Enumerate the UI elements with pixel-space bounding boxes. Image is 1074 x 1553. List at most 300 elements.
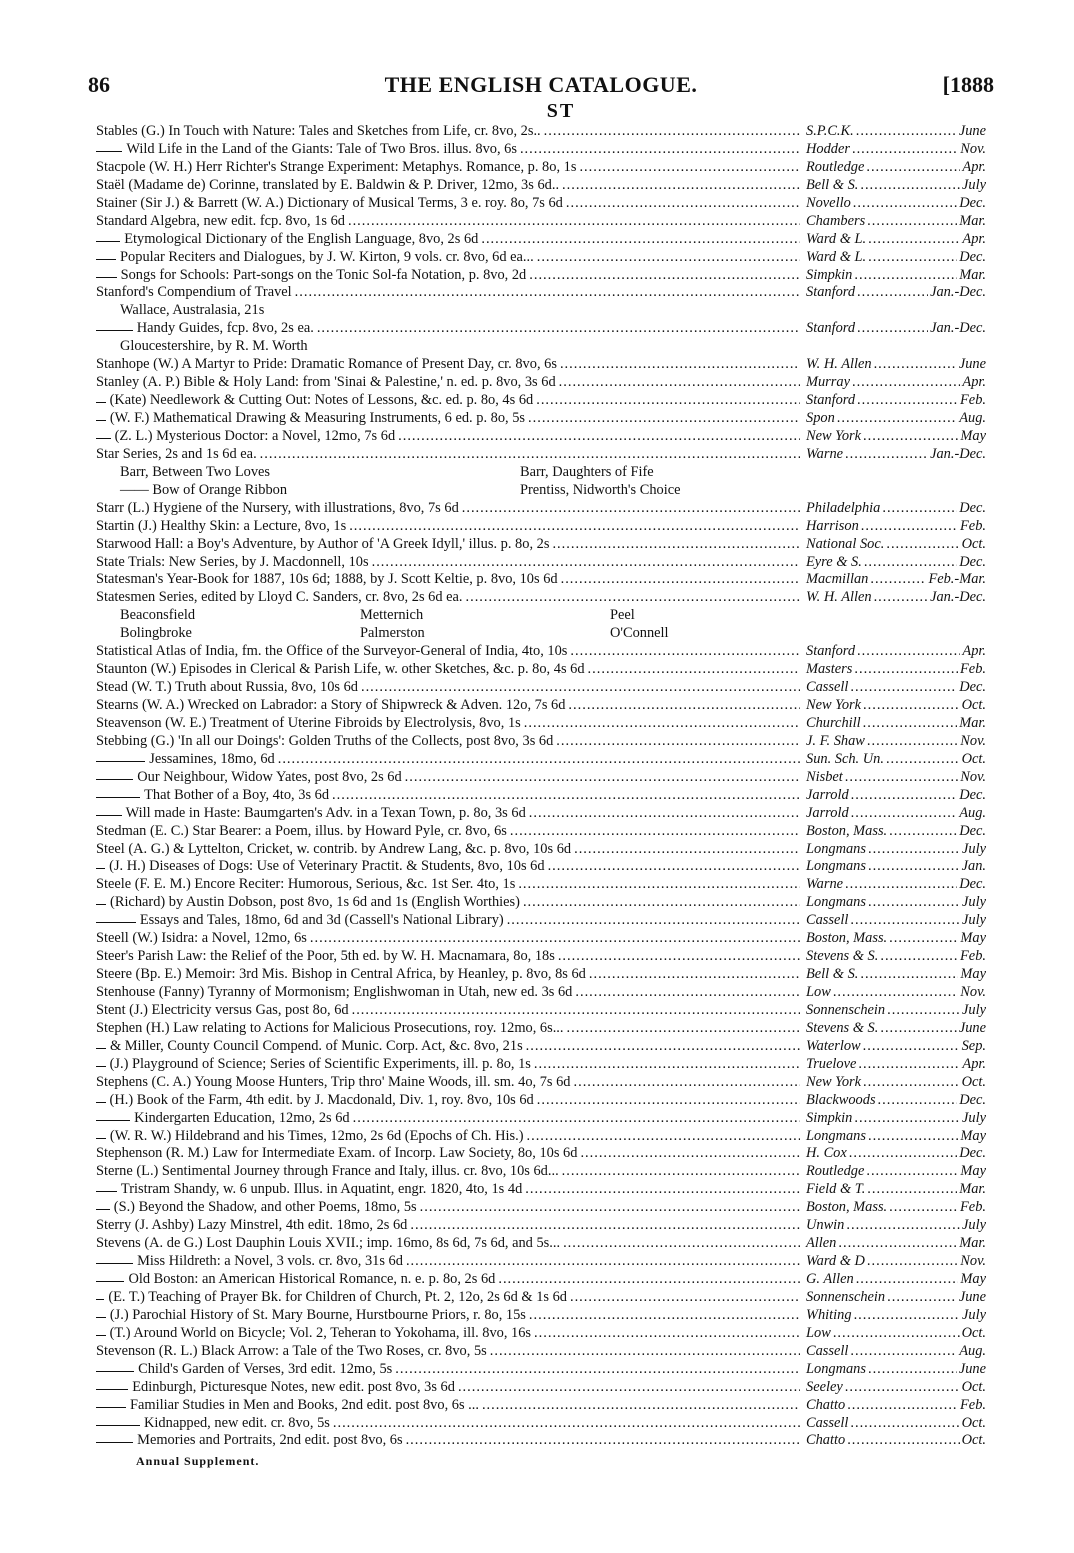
dot-leader [863, 1038, 960, 1056]
entry-title-cell [96, 536, 800, 554]
entry-title-cell [96, 374, 800, 392]
dot-leader [574, 841, 800, 859]
publication-month: Nov. [960, 732, 986, 749]
dot-leader [562, 177, 800, 195]
publisher-name: Longmans [806, 894, 866, 911]
entry-title: Startin (J.) Healthy Skin: a Lecture, 8vo, 1s [96, 517, 347, 534]
dot-leader [874, 589, 929, 607]
entry-title: (J.) Playground of Science; Series of Scientific Experiments, ill. p. 8o, 1s [109, 1055, 531, 1072]
entry-title: Steele (F. E. M.) Encore Reciter: Humorous, Serious, &c. 1st Ser. 4to, 1s [96, 876, 516, 893]
dot-leader [889, 823, 957, 841]
publisher-cell [800, 1002, 986, 1020]
publication-month: Oct. [961, 535, 986, 552]
dot-leader [490, 1343, 800, 1361]
publication-month: Oct. [961, 1324, 986, 1341]
entry-title-cell [96, 966, 800, 984]
ditto-rule [96, 330, 133, 331]
entry-title: Stedman (E. C.) Star Bearer: a Poem, illus. by Howard Pyle, cr. 8vo, 6s [96, 822, 507, 839]
catalogue-entry [96, 589, 986, 607]
publisher-name: Hodder [806, 140, 850, 157]
ditto-rule [96, 779, 133, 780]
publisher-name: Truelove [806, 1055, 857, 1072]
publication-month: May [960, 1271, 986, 1287]
entry-title-cell [96, 1271, 800, 1289]
publisher-name: Low [806, 1324, 831, 1341]
entry-title: Stearns (W. A.) Wrecked on Labrador: a Story of Shipwreck & Adven. 12o, 7s 6d [96, 697, 566, 713]
entry-title-cell [96, 1002, 800, 1020]
catalogue-entry [96, 1361, 986, 1379]
entry-title: Standard Algebra, new edit. fcp. 8vo, 1s 6d [96, 212, 345, 229]
dot-leader [482, 1397, 800, 1415]
publisher-name: Chambers [806, 212, 866, 229]
entry-title: & Miller, County Council Compend. of Munic. Corp. Act, &c. 8vo, 21s [109, 1037, 523, 1054]
ditto-rule [96, 922, 136, 923]
dot-leader [867, 1181, 957, 1199]
publisher-name: Ward & L. [806, 248, 867, 265]
publication-month: Nov. [960, 1253, 986, 1270]
publisher-name: Churchill [806, 714, 861, 731]
dot-leader [868, 858, 960, 876]
catalogue-entry [96, 195, 986, 213]
publication-month: Jan.-Dec. [930, 320, 986, 337]
entry-title-cell [96, 912, 800, 930]
series-volume-list [96, 625, 986, 643]
publisher-name: Jarrold [806, 786, 849, 803]
entry-title: Kindergarten Education, 12mo, 2s 6d [134, 1109, 350, 1126]
series-volume: Beaconsfield [120, 607, 196, 624]
publisher-cell [800, 1020, 986, 1038]
publisher-cell [800, 1181, 986, 1199]
publication-month: Feb. [960, 948, 986, 965]
publication-month: June [958, 1288, 986, 1305]
publisher-cell [800, 374, 986, 392]
dot-leader [560, 356, 800, 374]
entry-title: Child's Garden of Verses, 3rd edit. 12mo, 5s [138, 1360, 393, 1377]
publisher-name: Macmillan [806, 571, 869, 588]
dot-leader [420, 1199, 800, 1217]
dot-leader [833, 1325, 960, 1343]
entry-title: Our Neighbour, Widow Yates, post 8vo, 2s 6d [137, 768, 402, 785]
publisher-name: Unwin [806, 1217, 845, 1234]
publisher-cell [800, 894, 986, 912]
catalogue-entry [96, 930, 986, 948]
publisher-cell [800, 643, 986, 661]
dot-leader [588, 661, 800, 679]
catalogue-entry [96, 428, 986, 446]
publication-month: Dec. [959, 1145, 986, 1162]
publication-month: Mar. [959, 266, 986, 283]
entry-title-cell [96, 1307, 800, 1325]
dot-leader [525, 1181, 800, 1199]
dot-leader [310, 930, 800, 948]
series-volume-list [96, 482, 986, 500]
publisher-cell [800, 984, 986, 1002]
publisher-name: National Soc. [806, 535, 885, 552]
entry-title-cell [96, 876, 800, 894]
publication-month: May [960, 1163, 986, 1180]
catalogue-entry [96, 446, 986, 464]
dot-leader [889, 1199, 958, 1217]
catalogue-entry [96, 213, 986, 231]
dot-leader [548, 858, 800, 876]
series-volume: Barr, Between Two Loves [120, 463, 271, 480]
publisher-cell [800, 249, 986, 267]
dot-leader [868, 894, 960, 912]
catalogue-entry [96, 1217, 986, 1235]
dot-leader [845, 1379, 960, 1397]
publisher-cell [800, 1056, 986, 1074]
dot-leader [854, 1307, 960, 1325]
entry-title-cell [96, 948, 800, 966]
catalogue-entry [96, 1145, 986, 1163]
entry-title: Old Boston: an American Historical Romance, n. e. p. 8o, 2s 6d [128, 1271, 496, 1287]
dot-leader [889, 930, 958, 948]
publisher-name: Cassell [806, 1414, 849, 1431]
publication-month: Oct. [961, 750, 986, 767]
catalogue-entry [96, 1289, 986, 1307]
catalogue-entry [96, 1038, 986, 1056]
publisher-cell [800, 841, 986, 859]
publisher-cell [800, 858, 986, 876]
entry-title: Will made in Haste: Baumgarten's Adv. in a Texan Town, p. 8o, 3s 6d [125, 804, 526, 821]
entry-title-cell [96, 1128, 800, 1146]
entry-title-cell [96, 679, 800, 697]
publisher-cell [800, 1325, 986, 1343]
ditto-rule [96, 1209, 110, 1210]
publisher-cell [800, 177, 986, 195]
entry-title-cell [96, 410, 800, 428]
ditto-rule [96, 1191, 117, 1192]
publisher-cell [800, 661, 986, 679]
dot-leader [857, 320, 928, 338]
publisher-cell [800, 1163, 986, 1181]
publisher-name: Whiting [806, 1306, 852, 1323]
publication-month: Oct. [961, 697, 986, 713]
catalogue-entry [96, 1163, 986, 1181]
catalogue-entry [96, 518, 986, 536]
series-volume: Prentiss, Nidworth's Choice [520, 481, 681, 498]
entry-title-cell [96, 392, 800, 410]
publication-month: July [962, 840, 986, 857]
catalogue-entry [96, 805, 986, 823]
entry-title-cell [96, 858, 800, 876]
series-volume-list [96, 607, 986, 625]
publisher-cell [800, 195, 986, 213]
entry-title: Steell (W.) Isidra: a Novel, 12mo, 6s [96, 930, 307, 947]
publisher-cell [800, 1289, 986, 1307]
dot-leader [854, 661, 958, 679]
publication-month: Jan.-Dec. [930, 284, 986, 301]
dot-leader [529, 805, 800, 823]
dot-leader [526, 1038, 800, 1056]
entry-title: Miss Hildreth: a Novel, 3 vols. cr. 8vo, 31s 6d [137, 1253, 403, 1270]
ditto-rule [96, 815, 122, 816]
dot-leader [868, 841, 960, 859]
entry-title-cell [96, 267, 800, 285]
dot-leader [559, 374, 800, 392]
entry-title: Stevenson (R. L.) Black Arrow: a Tale of the Two Roses, cr. 8vo, 5s [96, 1342, 487, 1359]
entry-title: Essays and Tales, 18mo, 6d and 3d (Cassell's National Library) [139, 912, 504, 929]
catalogue-entry [96, 536, 986, 554]
publication-month: Jan.-Dec. [930, 589, 986, 606]
dot-leader [395, 1361, 800, 1379]
dot-leader [361, 679, 800, 697]
dot-leader [849, 1145, 957, 1163]
catalogue-entry [96, 1110, 986, 1128]
catalogue-entry [96, 1397, 986, 1415]
dot-leader [845, 769, 959, 787]
publication-month: Apr. [962, 158, 986, 175]
series-volume: Bolingbroke [120, 625, 192, 642]
dot-leader [850, 912, 960, 930]
publisher-cell [800, 715, 986, 733]
dot-leader [579, 159, 800, 177]
dot-leader [295, 284, 800, 302]
publisher-name: Bell & S. [806, 176, 859, 193]
page-header [88, 72, 994, 100]
ditto-rule [96, 868, 105, 869]
dot-leader [481, 231, 800, 249]
dot-leader [886, 536, 959, 554]
dot-leader [458, 1379, 800, 1397]
entry-title: Sterry (J. Ashby) Lazy Minstrel, 4th edit. 18mo, 2s 6d [96, 1217, 408, 1234]
publisher-cell [800, 536, 986, 554]
publisher-cell [800, 823, 986, 841]
catalogue-entry [96, 841, 986, 859]
publisher-name: Spon [806, 410, 835, 426]
entry-title: Stent (J.) Electricity versus Gas, post 8o, 6d [96, 1001, 349, 1018]
dot-leader [870, 571, 926, 589]
publisher-cell [800, 948, 986, 966]
dot-leader [863, 697, 960, 715]
dot-leader [882, 500, 957, 518]
entry-title: Stephens (C. A.) Young Moose Hunters, Trip thro' Maine Woods, ill. sm. 4o, 7s 6d [96, 1073, 571, 1090]
publisher-cell [800, 589, 986, 607]
publication-month: Dec. [959, 499, 986, 516]
catalogue-entry [96, 858, 986, 876]
publisher-name: Stevens & S. [806, 1019, 879, 1036]
catalogue-entry [96, 697, 986, 715]
publication-month: Mar. [959, 212, 986, 229]
entry-title: Stacpole (W. H.) Herr Richter's Strange Experiment: Metaphys. Romance, p. 8o, 1s [96, 158, 577, 175]
publication-month: Sep. [961, 1037, 986, 1054]
dot-leader [856, 1271, 959, 1289]
entry-title: Steere (Bp. E.) Memoir: 3rd Mis. Bishop in Central Africa, by Heanley, p. 8vo, 8s 6d [96, 966, 586, 983]
publication-month: July [962, 1001, 986, 1018]
ditto-rule [96, 1263, 133, 1264]
entry-title: (T.) Around World on Bicycle; Vol. 2, Teheran to Yokohama, ill. 8vo, 16s [109, 1324, 532, 1341]
publication-month: May [960, 966, 986, 983]
dot-leader [867, 733, 958, 751]
publisher-cell [800, 769, 986, 787]
entry-title: Stanford's Compendium of Travel [96, 284, 292, 301]
publisher-name: New York [806, 1073, 862, 1090]
entry-title-cell [96, 446, 800, 464]
catalogue-entry [96, 231, 986, 249]
publisher-cell [800, 1199, 986, 1217]
catalogue-entry [96, 787, 986, 805]
entry-title-cell [96, 589, 800, 607]
publication-month: Oct. [961, 1432, 986, 1449]
publisher-name: W. H. Allen [806, 356, 872, 373]
dot-leader [863, 428, 958, 446]
dot-leader [348, 213, 800, 231]
publisher-name: Stanford [806, 643, 856, 660]
dot-leader [589, 966, 800, 984]
entry-title: Steavenson (W. E.) Treatment of Uterine Fibroids by Electrolysis, 8vo, 1s [96, 714, 521, 731]
publisher-cell [800, 1253, 986, 1271]
publication-month: May [960, 1127, 986, 1144]
dot-leader [857, 643, 960, 661]
publisher-name: Cassell [806, 679, 849, 696]
ditto-rule [96, 1425, 140, 1426]
entry-title: Tristram Shandy, w. 6 unpub. Illus. in Aquatint, engr. 1820, 4to, 1s 4d [120, 1181, 523, 1198]
entry-title-cell [96, 787, 800, 805]
dot-leader [518, 876, 800, 894]
series-volume-list [96, 464, 986, 482]
dot-leader [398, 428, 800, 446]
publisher-name: Novello [806, 194, 851, 211]
catalogue-entry [96, 123, 986, 141]
entry-title: (J.) Parochial History of St. Mary Bourne, Hurstbourne Priors, r. 8o, 15s [109, 1306, 526, 1323]
publisher-name: Chatto [806, 1396, 846, 1413]
entry-title-cell [96, 554, 800, 572]
catalogue-entry [96, 948, 986, 966]
publisher-name: Jarrold [806, 804, 849, 821]
dot-leader [845, 876, 957, 894]
dot-leader [863, 1074, 960, 1092]
entry-title-cell [96, 751, 800, 769]
catalogue-entry [96, 1432, 986, 1450]
dot-leader [861, 518, 958, 536]
publisher-name: Ward & L. [806, 230, 867, 247]
entry-title: Popular Reciters and Dialogues, by J. W. Kirton, 9 vols. cr. 8vo, 6d ea... [120, 248, 534, 265]
dot-leader [556, 733, 800, 751]
ditto-rule [96, 259, 116, 260]
dot-leader [880, 1020, 956, 1038]
publisher-name: Boston, Mass. [806, 1199, 888, 1216]
publisher-cell [800, 966, 986, 984]
publisher-name: Harrison [806, 517, 859, 534]
dot-leader [868, 231, 960, 249]
entry-title: Edinburgh, Picturesque Notes, new edit. post 8vo, 3s 6d [132, 1378, 455, 1395]
ditto-rule [96, 1442, 133, 1443]
entry-title-cell [96, 159, 800, 177]
entry-title: Star Series, 2s and 1s 6d ea. [96, 445, 257, 462]
entry-title-cell [96, 1038, 800, 1056]
publisher-name: H. Cox [806, 1145, 847, 1162]
ditto-rule [96, 1066, 106, 1067]
publisher-name: S.P.C.K. [806, 123, 854, 139]
dot-leader [575, 984, 800, 1002]
catalogue-entry [96, 912, 986, 930]
catalogue-entry [96, 392, 986, 410]
publisher-cell [800, 267, 986, 285]
series-volume: Metternich [360, 607, 424, 624]
publication-month: Nov. [960, 140, 986, 157]
publisher-name: New York [806, 697, 862, 713]
ditto-rule [96, 1048, 106, 1049]
entry-title-cell [96, 356, 800, 374]
publisher-cell [800, 1343, 986, 1361]
series-volume: Peel [610, 607, 635, 624]
dot-leader [880, 948, 958, 966]
continuation-line: Wallace, Australasia, 21s [120, 302, 265, 319]
publisher-name: Philadelphia [806, 499, 881, 516]
catalogue-entry [96, 141, 986, 159]
dot-leader [860, 177, 960, 195]
ditto-rule [96, 402, 106, 403]
catalogue-entry [96, 284, 986, 302]
catalogue-entry [96, 1002, 986, 1020]
entry-title-cell [96, 1253, 800, 1271]
publisher-name: Bell & S. [806, 966, 859, 983]
publisher-name: Longmans [806, 858, 866, 875]
entry-title-cell [96, 1056, 800, 1074]
publisher-cell [800, 554, 986, 572]
publisher-name: Stevens & S. [806, 948, 879, 965]
dot-leader [410, 1217, 800, 1235]
dot-leader [852, 141, 958, 159]
publication-month: July [962, 1306, 986, 1323]
publisher-cell [800, 1397, 986, 1415]
publisher-cell [800, 428, 986, 446]
dot-leader [552, 536, 800, 554]
publisher-cell [800, 1217, 986, 1235]
catalogue-entry [96, 823, 986, 841]
entry-title-cell [96, 518, 800, 536]
dot-leader [868, 1361, 957, 1379]
publication-month: Mar. [959, 714, 986, 731]
publisher-cell [800, 518, 986, 536]
publisher-cell [800, 141, 986, 159]
dot-leader [860, 966, 958, 984]
publication-month: June [958, 1360, 986, 1377]
dot-leader [847, 1432, 959, 1450]
entry-title: (Kate) Needlework & Cutting Out: Notes of Lessons, &c. ed. p. 8o, 4s 6d [109, 392, 534, 409]
publication-month: Nov. [960, 984, 986, 1000]
entry-title-cell [96, 930, 800, 948]
publication-month: Feb. [960, 1199, 986, 1216]
dot-leader [867, 213, 957, 231]
publisher-cell [800, 679, 986, 697]
dot-leader [863, 715, 958, 733]
entry-title: Stephen (H.) Law relating to Actions for Malicious Prosecutions, roy. 12mo, 6s... [96, 1019, 564, 1036]
publisher-cell [800, 1145, 986, 1163]
entry-title: Stanhope (W.) A Martyr to Pride: Dramatic Romance of Present Day, cr. 8vo, 6s [96, 356, 557, 373]
publisher-cell [800, 930, 986, 948]
publisher-cell [800, 410, 986, 428]
ditto-rule [96, 1389, 128, 1390]
publication-month: Dec. [959, 553, 986, 570]
publisher-cell [800, 320, 986, 338]
dot-leader [260, 446, 800, 464]
entry-title-cell [96, 249, 800, 267]
entry-title-cell [96, 1020, 800, 1038]
publication-month: June [958, 123, 986, 139]
catalogue-entry [96, 1020, 986, 1038]
entry-title: Stainer (Sir J.) & Barrett (W. A.) Dictionary of Musical Terms, 3 e. roy. 8o, 7s 6d [96, 194, 563, 211]
publisher-cell [800, 500, 986, 518]
dot-leader [867, 1253, 958, 1271]
entry-title: (Richard) by Austin Dobson, post 8vo, 1s 6d and 1s (English Worthies) [110, 894, 520, 911]
entry-title-cell [96, 284, 800, 302]
publisher-name: Sonnenschein [806, 1288, 886, 1305]
dot-leader [466, 589, 801, 607]
entry-title: Jessamines, 18mo, 6d [149, 750, 275, 767]
dot-leader [523, 894, 800, 912]
entry-title: Stanley (A. P.) Bible & Holy Land: from 'Sinai & Palestine,' n. ed. p. 8vo, 3s 6d [96, 374, 556, 391]
